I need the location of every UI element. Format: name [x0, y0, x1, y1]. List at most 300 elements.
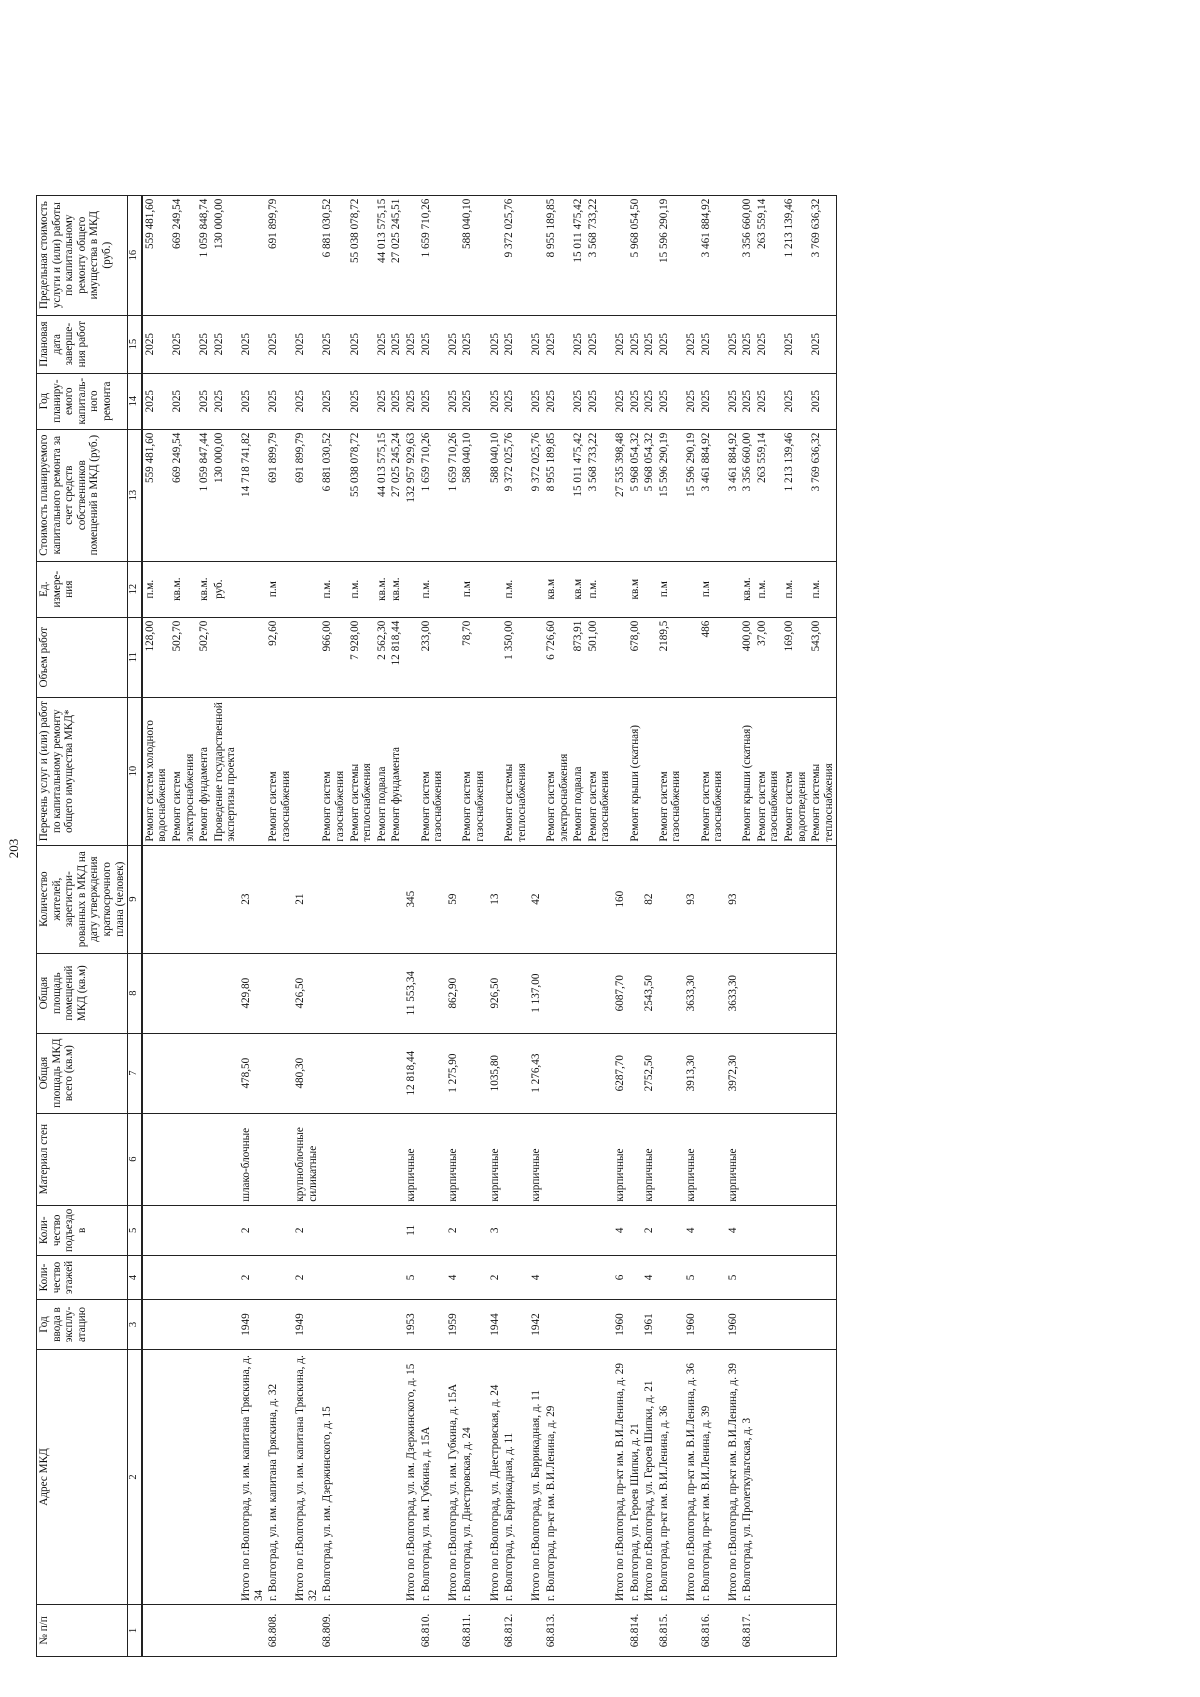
cell-year-built: 1944 — [488, 1300, 503, 1350]
cell-residents — [320, 845, 347, 953]
cell-total-area — [170, 1033, 197, 1113]
cell-unit: п.м — [657, 561, 684, 617]
cell-repair-year: 2025 — [782, 373, 809, 429]
cell-repair-year: 2025 — [699, 373, 726, 429]
cell-address: Итого по г.Волгоград, ул. им. капитана Тряскина, д. 32 — [293, 1350, 320, 1605]
cell-work-type: Ремонт систем водоотведения — [782, 697, 809, 845]
cell-floors: 5 — [684, 1256, 699, 1300]
cell-floors: 5 — [726, 1256, 741, 1300]
cell-residents: 42 — [529, 845, 544, 953]
cell-completion-year: 2025 — [571, 315, 586, 373]
column-header: Плановая дата заверше-ния работ — [37, 315, 128, 373]
cell-unit: п.м — [699, 561, 726, 617]
cell-repair-year: 2025 — [809, 373, 837, 429]
cell-wall-material — [348, 1113, 375, 1205]
cell-premises-area — [419, 953, 446, 1033]
cell-floors — [699, 1256, 726, 1300]
cell-repair-year: 2025 — [170, 373, 197, 429]
cell-completion-year: 2025 — [628, 315, 643, 373]
cell-entrances: 2 — [446, 1205, 461, 1255]
cell-completion-year: 2025 — [782, 315, 809, 373]
cell-unit: п.м. — [348, 561, 375, 617]
cell-address: Итого по г.Волгоград, ул. им. капитана Тряскина, д. 34 — [239, 1350, 266, 1605]
column-header: № п/п — [37, 1605, 128, 1657]
cell-address: г. Волгоград, пр-кт им. В.И.Ленина, д. 29 — [544, 1350, 571, 1605]
cell-floors — [755, 1256, 782, 1300]
cell-year-built — [419, 1300, 446, 1350]
table-row — [170, 195, 197, 1656]
cell-premises-area — [628, 953, 643, 1033]
cell-work-type — [239, 697, 266, 845]
cell-residents — [502, 845, 529, 953]
cell-repair-year: 2025 — [613, 373, 628, 429]
cell-completion-year: 2025 — [642, 315, 657, 373]
cell-residents — [212, 845, 239, 953]
column-number-row — [128, 195, 142, 1656]
cell-work-type: Ремонт систем газоснабжения — [419, 697, 446, 845]
cell-premises-area — [197, 953, 212, 1033]
cell-max-cost: 3 769 636,32 — [809, 195, 837, 315]
cell-premises-area: 1 137,00 — [529, 953, 544, 1033]
cell-repair-cost: 691 899,79 — [293, 429, 320, 561]
cell-wall-material: кирпичные — [529, 1113, 544, 1205]
cell-repair-cost: 9 372 025,76 — [502, 429, 529, 561]
cell-repair-year: 2025 — [266, 373, 293, 429]
cell-unit: п.м. — [320, 561, 347, 617]
cell-completion-year: 2025 — [293, 315, 320, 373]
cell-row-number — [170, 1605, 197, 1657]
cell-row-number: 68.813. — [544, 1605, 571, 1657]
cell-work-volume — [529, 617, 544, 697]
cell-premises-area — [782, 953, 809, 1033]
cell-floors — [657, 1256, 684, 1300]
table-row — [699, 195, 726, 1656]
cell-work-volume: 169,00 — [782, 617, 809, 697]
column-header: Перечень услуг и (или) работ по капитальному ремонту общего имущества МКД* — [37, 697, 128, 845]
column-header: Год планиру-емого капиталь-ного ремонта — [37, 373, 128, 429]
cell-premises-area — [740, 953, 755, 1033]
cell-completion-year: 2025 — [197, 315, 212, 373]
cell-premises-area — [657, 953, 684, 1033]
column-number: 10 — [128, 697, 142, 845]
cell-entrances — [375, 1205, 390, 1255]
cell-work-volume: 7 928,00 — [348, 617, 375, 697]
cell-year-built — [266, 1300, 293, 1350]
column-header: Предельная стоимость услуги и (или) работы по капитальному ремонту общего имущества в МКД (руб.) — [37, 195, 128, 315]
cell-max-cost: 44 013 575,15 — [375, 195, 390, 315]
table-row — [628, 195, 643, 1656]
cell-floors — [170, 1256, 197, 1300]
cell-completion-year: 2025 — [375, 315, 390, 373]
column-header: Стоимость планируемого капитального ремонта за счет средств собственников помещений в МКД (руб.) — [37, 429, 128, 561]
cell-floors — [348, 1256, 375, 1300]
cell-repair-year: 2025 — [239, 373, 266, 429]
table-row — [529, 195, 544, 1656]
cell-residents — [419, 845, 446, 953]
cell-total-area — [586, 1033, 613, 1113]
cell-repair-cost: 15 596 290,19 — [657, 429, 684, 561]
cell-unit — [488, 561, 503, 617]
cell-premises-area: 426,50 — [293, 953, 320, 1033]
cell-repair-cost: 27 535 398,48 — [613, 429, 628, 561]
cell-address: г. Волгоград, ул. им. Дзержинского, д. 15 — [320, 1350, 347, 1605]
cell-address — [389, 1350, 404, 1605]
cell-work-type: Ремонт систем газоснабжения — [699, 697, 726, 845]
cell-residents: 59 — [446, 845, 461, 953]
cell-entrances — [320, 1205, 347, 1255]
cell-wall-material: кирпичные — [404, 1113, 419, 1205]
cell-address: Итого по г.Волгоград, ул. Баррикадная, д. 11 — [529, 1350, 544, 1605]
column-number: 7 — [128, 1033, 142, 1113]
cell-unit: п.м. — [782, 561, 809, 617]
cell-total-area — [544, 1033, 571, 1113]
cell-row-number — [755, 1605, 782, 1657]
cell-address — [782, 1350, 809, 1605]
cell-max-cost: 1 213 139,46 — [782, 195, 809, 315]
cell-row-number — [613, 1605, 628, 1657]
cell-row-number: 68.808. — [266, 1605, 293, 1657]
cell-work-type — [684, 697, 699, 845]
cell-work-type: Проведение государственной экспертизы проекта — [212, 697, 239, 845]
cell-repair-year: 2025 — [755, 373, 782, 429]
cell-premises-area — [586, 953, 613, 1033]
cell-work-type: Ремонт системы теплоснабжения — [809, 697, 837, 845]
cell-address — [142, 1350, 170, 1605]
cell-entrances — [389, 1205, 404, 1255]
cell-residents — [266, 845, 293, 953]
cell-wall-material — [755, 1113, 782, 1205]
cell-residents — [571, 845, 586, 953]
cell-max-cost: 3 568 733,22 — [586, 195, 613, 315]
cell-residents: 13 — [488, 845, 503, 953]
cell-repair-cost: 263 559,14 — [755, 429, 782, 561]
cell-repair-cost: 1 059 847,44 — [197, 429, 212, 561]
cell-row-number — [809, 1605, 837, 1657]
cell-entrances — [348, 1205, 375, 1255]
cell-residents — [782, 845, 809, 953]
cell-max-cost: 588 040,10 — [460, 195, 487, 315]
cell-completion-year: 2025 — [809, 315, 837, 373]
cell-entrances — [740, 1205, 755, 1255]
cell-total-area — [809, 1033, 837, 1113]
page-number: 203 — [6, 838, 21, 859]
cell-repair-year: 2025 — [488, 373, 503, 429]
cell-unit — [239, 561, 266, 617]
cell-residents — [628, 845, 643, 953]
cell-work-volume: 128,00 — [142, 617, 170, 697]
cell-total-area — [197, 1033, 212, 1113]
cell-repair-cost: 1 213 139,46 — [782, 429, 809, 561]
cell-residents — [142, 845, 170, 953]
cell-address — [197, 1350, 212, 1605]
cell-entrances: 3 — [488, 1205, 503, 1255]
cell-work-volume: 37,00 — [755, 617, 782, 697]
cell-repair-year: 2025 — [212, 373, 239, 429]
cell-residents — [170, 845, 197, 953]
cell-wall-material — [375, 1113, 390, 1205]
cell-wall-material: кирпичные — [684, 1113, 699, 1205]
cell-repair-year: 2025 — [142, 373, 170, 429]
cell-repair-cost: 132 957 929,63 — [404, 429, 419, 561]
cell-address — [375, 1350, 390, 1605]
cell-floors — [544, 1256, 571, 1300]
cell-address: г. Волгоград, ул. им. Губкина, д. 15А — [419, 1350, 446, 1605]
cell-max-cost — [726, 195, 741, 315]
cell-unit: руб. — [212, 561, 239, 617]
cell-total-area: 480,30 — [293, 1033, 320, 1113]
column-header: Количество жителей, зарегистри-рованных в МКД на дату утверждения краткосрочного плана (человек) — [37, 845, 128, 953]
cell-max-cost — [404, 195, 419, 315]
table-row — [212, 195, 239, 1656]
table-row — [755, 195, 782, 1656]
column-number: 8 — [128, 953, 142, 1033]
column-number: 15 — [128, 315, 142, 373]
cell-address — [170, 1350, 197, 1605]
cell-unit — [726, 561, 741, 617]
cell-entrances — [266, 1205, 293, 1255]
cell-floors — [571, 1256, 586, 1300]
cell-unit: кв.м. — [170, 561, 197, 617]
cell-work-volume: 1 350,00 — [502, 617, 529, 697]
cell-year-built — [389, 1300, 404, 1350]
cell-max-cost: 559 481,60 — [142, 195, 170, 315]
cell-work-type — [446, 697, 461, 845]
cell-floors: 2 — [488, 1256, 503, 1300]
table-row — [571, 195, 586, 1656]
cell-max-cost: 669 249,54 — [170, 195, 197, 315]
cell-address: Итого по г.Волгоград, ул. Днестровская, д. 24 — [488, 1350, 503, 1605]
cell-address — [755, 1350, 782, 1605]
cell-work-volume: 2189,5 — [657, 617, 684, 697]
cell-work-volume: 873,91 — [571, 617, 586, 697]
cell-work-type — [642, 697, 657, 845]
cell-floors — [628, 1256, 643, 1300]
column-number: 3 — [128, 1300, 142, 1350]
cell-completion-year: 2025 — [348, 315, 375, 373]
cell-residents: 160 — [613, 845, 628, 953]
cell-entrances: 4 — [613, 1205, 628, 1255]
cell-work-type: Ремонт системы теплоснабжения — [348, 697, 375, 845]
cell-residents: 345 — [404, 845, 419, 953]
cell-wall-material — [740, 1113, 755, 1205]
cell-unit — [642, 561, 657, 617]
column-number: 5 — [128, 1205, 142, 1255]
cell-entrances: 4 — [726, 1205, 741, 1255]
cell-floors: 4 — [446, 1256, 461, 1300]
cell-total-area — [755, 1033, 782, 1113]
cell-repair-year: 2025 — [657, 373, 684, 429]
cell-premises-area — [389, 953, 404, 1033]
cell-work-type — [726, 697, 741, 845]
cell-repair-cost: 3 461 884,92 — [699, 429, 726, 561]
cell-wall-material — [419, 1113, 446, 1205]
cell-work-volume: 6 726,60 — [544, 617, 571, 697]
cell-unit — [529, 561, 544, 617]
cell-entrances — [809, 1205, 837, 1255]
table-row — [293, 195, 320, 1656]
cell-work-type — [488, 697, 503, 845]
cell-year-built: 1961 — [642, 1300, 657, 1350]
cell-repair-year: 2025 — [529, 373, 544, 429]
cell-floors — [212, 1256, 239, 1300]
cell-total-area — [502, 1033, 529, 1113]
cell-total-area: 3972,30 — [726, 1033, 741, 1113]
cell-work-volume: 502,70 — [170, 617, 197, 697]
cell-total-area: 12 818,44 — [404, 1033, 419, 1113]
column-header: Объем работ — [37, 617, 128, 697]
cell-entrances: 2 — [293, 1205, 320, 1255]
cell-completion-year: 2025 — [170, 315, 197, 373]
table-row — [389, 195, 404, 1656]
cell-wall-material — [628, 1113, 643, 1205]
cell-premises-area — [571, 953, 586, 1033]
cell-year-built — [571, 1300, 586, 1350]
table-row — [657, 195, 684, 1656]
cell-work-type: Ремонт фундамента — [389, 697, 404, 845]
cell-repair-year: 2025 — [740, 373, 755, 429]
cell-unit: п.м. — [586, 561, 613, 617]
cell-address: г. Волгоград, пр-кт им. В.И.Ленина, д. 36 — [657, 1350, 684, 1605]
cell-floors: 6 — [613, 1256, 628, 1300]
cell-year-built — [142, 1300, 170, 1350]
cell-row-number: 68.816. — [699, 1605, 726, 1657]
cell-residents — [755, 845, 782, 953]
column-number: 2 — [128, 1350, 142, 1605]
cell-repair-cost: 8 955 189,85 — [544, 429, 571, 561]
cell-repair-cost: 15 596 290,19 — [684, 429, 699, 561]
cell-address — [586, 1350, 613, 1605]
cell-residents — [389, 845, 404, 953]
cell-entrances — [197, 1205, 212, 1255]
cell-wall-material: кирпичные — [488, 1113, 503, 1205]
cell-address: г. Волгоград, ул. Баррикадная, д. 11 — [502, 1350, 529, 1605]
cell-address: г. Волгоград, ул. Днестровская, д. 24 — [460, 1350, 487, 1605]
cell-work-volume — [446, 617, 461, 697]
cell-floors: 4 — [642, 1256, 657, 1300]
cell-repair-year: 2025 — [460, 373, 487, 429]
cell-year-built — [170, 1300, 197, 1350]
cell-work-volume: 501,00 — [586, 617, 613, 697]
cell-total-area — [782, 1033, 809, 1113]
cell-work-type: Ремонт систем газоснабжения — [755, 697, 782, 845]
cell-row-number — [684, 1605, 699, 1657]
cell-residents — [375, 845, 390, 953]
cell-work-volume: 502,70 — [197, 617, 212, 697]
cell-completion-year: 2025 — [586, 315, 613, 373]
cell-completion-year: 2025 — [502, 315, 529, 373]
cell-row-number — [142, 1605, 170, 1657]
cell-repair-year: 2025 — [404, 373, 419, 429]
cell-premises-area — [460, 953, 487, 1033]
cell-repair-cost: 559 481,60 — [142, 429, 170, 561]
table-row — [488, 195, 503, 1656]
cell-entrances — [571, 1205, 586, 1255]
cell-total-area — [460, 1033, 487, 1113]
cell-total-area — [740, 1033, 755, 1113]
cell-unit: кв.м. — [389, 561, 404, 617]
column-number: 16 — [128, 195, 142, 315]
cell-residents — [809, 845, 837, 953]
cell-work-type — [529, 697, 544, 845]
cell-entrances — [460, 1205, 487, 1255]
table-row — [809, 195, 837, 1656]
cell-max-cost — [488, 195, 503, 315]
cell-wall-material: кирпичные — [446, 1113, 461, 1205]
column-number: 12 — [128, 561, 142, 617]
cell-floors — [197, 1256, 212, 1300]
cell-total-area: 6287,70 — [613, 1033, 628, 1113]
cell-max-cost: 9 372 025,76 — [502, 195, 529, 315]
capital-repair-plan-table — [36, 195, 837, 1657]
cell-entrances: 11 — [404, 1205, 419, 1255]
cell-wall-material — [266, 1113, 293, 1205]
cell-total-area: 3913,30 — [684, 1033, 699, 1113]
cell-wall-material — [212, 1113, 239, 1205]
cell-floors — [586, 1256, 613, 1300]
cell-completion-year: 2025 — [699, 315, 726, 373]
cell-wall-material — [170, 1113, 197, 1205]
cell-total-area: 2752,50 — [642, 1033, 657, 1113]
cell-work-volume: 678,00 — [628, 617, 643, 697]
cell-entrances: 2 — [239, 1205, 266, 1255]
cell-completion-year: 2025 — [404, 315, 419, 373]
cell-wall-material — [657, 1113, 684, 1205]
cell-unit: кв.м — [571, 561, 586, 617]
cell-repair-year: 2025 — [197, 373, 212, 429]
cell-max-cost — [239, 195, 266, 315]
cell-floors: 2 — [239, 1256, 266, 1300]
cell-premises-area: 11 553,34 — [404, 953, 419, 1033]
cell-year-built — [502, 1300, 529, 1350]
cell-max-cost: 6 881 030,52 — [320, 195, 347, 315]
table-row — [419, 195, 446, 1656]
cell-entrances — [544, 1205, 571, 1255]
cell-address: Итого по г.Волгоград, пр-кт им. В.И.Ленина, д. 29 — [613, 1350, 628, 1605]
cell-row-number — [529, 1605, 544, 1657]
table-row — [740, 195, 755, 1656]
cell-max-cost: 15 011 475,42 — [571, 195, 586, 315]
cell-residents — [657, 845, 684, 953]
cell-work-type: Ремонт подвала — [571, 697, 586, 845]
cell-max-cost: 3 356 660,00 — [740, 195, 755, 315]
cell-unit: кв.м. — [375, 561, 390, 617]
cell-repair-year: 2025 — [446, 373, 461, 429]
cell-residents: 93 — [684, 845, 699, 953]
cell-floors — [419, 1256, 446, 1300]
cell-residents — [699, 845, 726, 953]
cell-entrances — [657, 1205, 684, 1255]
cell-address: Итого по г.Волгоград, ул. им. Дзержинского, д. 15 — [404, 1350, 419, 1605]
cell-premises-area: 6087,70 — [613, 953, 628, 1033]
cell-year-built: 1960 — [726, 1300, 741, 1350]
cell-year-built — [348, 1300, 375, 1350]
cell-repair-cost: 3 461 884,92 — [726, 429, 741, 561]
column-header: Общая площадь помещений МКД (кв.м) — [37, 953, 128, 1033]
cell-completion-year: 2025 — [684, 315, 699, 373]
cell-completion-year: 2025 — [320, 315, 347, 373]
cell-floors — [320, 1256, 347, 1300]
cell-repair-cost: 15 011 475,42 — [571, 429, 586, 561]
cell-unit: кв.м — [628, 561, 643, 617]
cell-wall-material — [320, 1113, 347, 1205]
cell-repair-year: 2025 — [375, 373, 390, 429]
cell-floors — [460, 1256, 487, 1300]
table-row — [320, 195, 347, 1656]
cell-premises-area — [142, 953, 170, 1033]
cell-year-built — [212, 1300, 239, 1350]
cell-unit — [684, 561, 699, 617]
cell-year-built — [755, 1300, 782, 1350]
